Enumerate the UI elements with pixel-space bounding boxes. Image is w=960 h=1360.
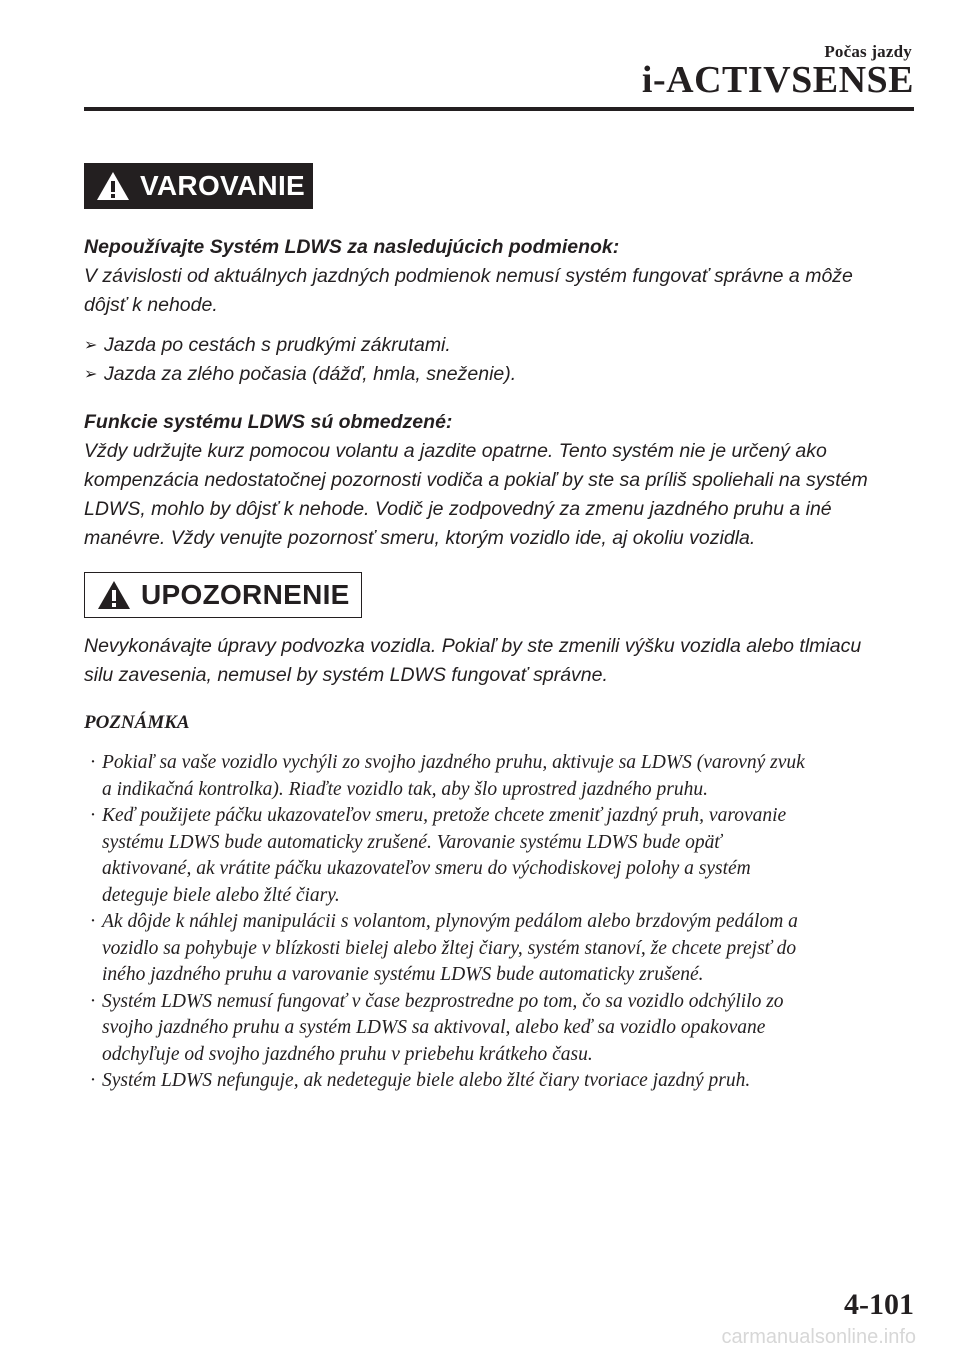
warning-bullet [84, 360, 904, 389]
bullet-dot-icon: · [89, 990, 97, 1012]
caution-label: UPOZORNENIE [141, 579, 350, 610]
warning-label: VAROVANIE [140, 170, 306, 201]
caution-line: Nevykonávajte úpravy podvozka vozidla. Pokiaľ by ste zmenili výšku vozidla alebo tlmiacu [84, 635, 862, 657]
warning-bullet [84, 331, 904, 360]
warning-line-2: dôjsť k nehode. [84, 294, 218, 316]
note-heading: POZNÁMKA [84, 712, 190, 733]
warning-paragraph-line: LDWS, mohlo by dôjsť k nehode. Vodič je zodpovedný za zmenu jazdného pruhu a iné [84, 498, 832, 520]
note-list [84, 750, 914, 1095]
bullet-dot-icon: · [89, 1070, 97, 1091]
note-line: a indikačná kontrolka). Riaďte vozidlo tak, aby šlo uprostred jazdného pruhu. [102, 778, 708, 800]
warning-line-1: V závislosti od aktuálnych jazdných podmienok nemusí systém fungovať správne a môže [84, 265, 853, 287]
warning-paragraph-line: Vždy udržujte kurz pomocou volantu a jazdite opatrne. Tento systém nie je určený ako [84, 440, 827, 462]
section-title: Počas jazdy [824, 42, 912, 61]
note-line: vozidlo sa pohybuje v blízkosti bielej alebo žltej čiary, systém stanoví, že chcete prejsť do [102, 937, 797, 959]
caution-banner [84, 572, 362, 618]
note-line: svojho jazdného pruhu a systém LDWS sa aktivoval, alebo keď sa vozidlo opakovane [102, 1017, 766, 1038]
bullet-dot-icon: · [89, 805, 97, 826]
note-item [84, 1068, 914, 1095]
note-line: deteguje biele alebo žlté čiary. [102, 884, 340, 906]
bullet-dot-icon: · [89, 911, 97, 932]
caution-line: silu zavesenia, nemusel by systém LDWS fungovať správne. [84, 664, 608, 686]
note-line: Pokiaľ sa vaše vozidlo vychýli zo svojho jazdného pruhu, aktivuje sa LDWS (varovný zvuk [102, 752, 805, 773]
warning-heading-2: Funkcie systému LDWS sú obmedzené: [84, 411, 453, 433]
chapter-title: i-ACTIVSENSE [641, 59, 914, 101]
note-line: Systém LDWS nemusí fungovať v čase bezprostredne po tom, čo sa vozidlo odchýlilo zo [102, 990, 784, 1012]
page-number: 4-101 [844, 1288, 914, 1321]
note-item [84, 909, 914, 989]
warning-bullet-text: Jazda po cestách s prudkými zákrutami. [104, 334, 451, 356]
warning-heading-1: Nepoužívajte Systém LDWS za nasledujúcich podmienok: [84, 236, 620, 258]
note-item [84, 989, 914, 1069]
note-item [84, 750, 914, 803]
caution-triangle-icon [95, 578, 133, 612]
warning-banner [84, 163, 313, 209]
note-line: systému LDWS bude automaticky zrušené. Varovanie systému LDWS bude opäť [102, 831, 722, 853]
bullet-dot-icon: · [89, 752, 97, 773]
note-line: iného jazdného pruhu a varovanie systému LDWS bude automaticky zrušené. [102, 964, 704, 985]
warning-paragraph-line: kompenzácia nedostatočnej pozornosti vodiča a pokiaľ by ste sa príliš spoliehali na systém [84, 469, 868, 491]
arrow-bullet-icon: ➢ [84, 366, 98, 383]
warning-triangle-icon [94, 169, 132, 203]
note-line: odchyľuje od svojho jazdného pruhu v priebehu krátkeho času. [102, 1043, 593, 1065]
arrow-bullet-icon: ➢ [84, 337, 98, 354]
note-item [84, 803, 914, 909]
watermark: carmanualsonline.info [721, 1326, 916, 1348]
warning-paragraph-line: manévre. Vždy venujte pozornosť smeru, ktorým vozidlo ide, aj okoliu vozidla. [84, 527, 756, 549]
note-line: Systém LDWS nefunguje, ak nedeteguje biele alebo žlté čiary tvoriace jazdný pruh. [102, 1070, 751, 1091]
note-line: aktivované, ak vrátite páčku ukazovateľov smeru do východiskovej polohy a systém [102, 858, 751, 879]
note-line: Ak dôjde k náhlej manipulácii s volantom, plynovým pedálom alebo brzdovým pedálom a [102, 911, 798, 932]
warning-bullet-text: Jazda za zlého počasia (dážď, hmla, sneženie). [104, 363, 517, 385]
header-rule [84, 107, 914, 111]
note-line: Keď použijete páčku ukazovateľov smeru, pretože chcete zmeniť jazdný pruh, varovanie [102, 805, 787, 826]
